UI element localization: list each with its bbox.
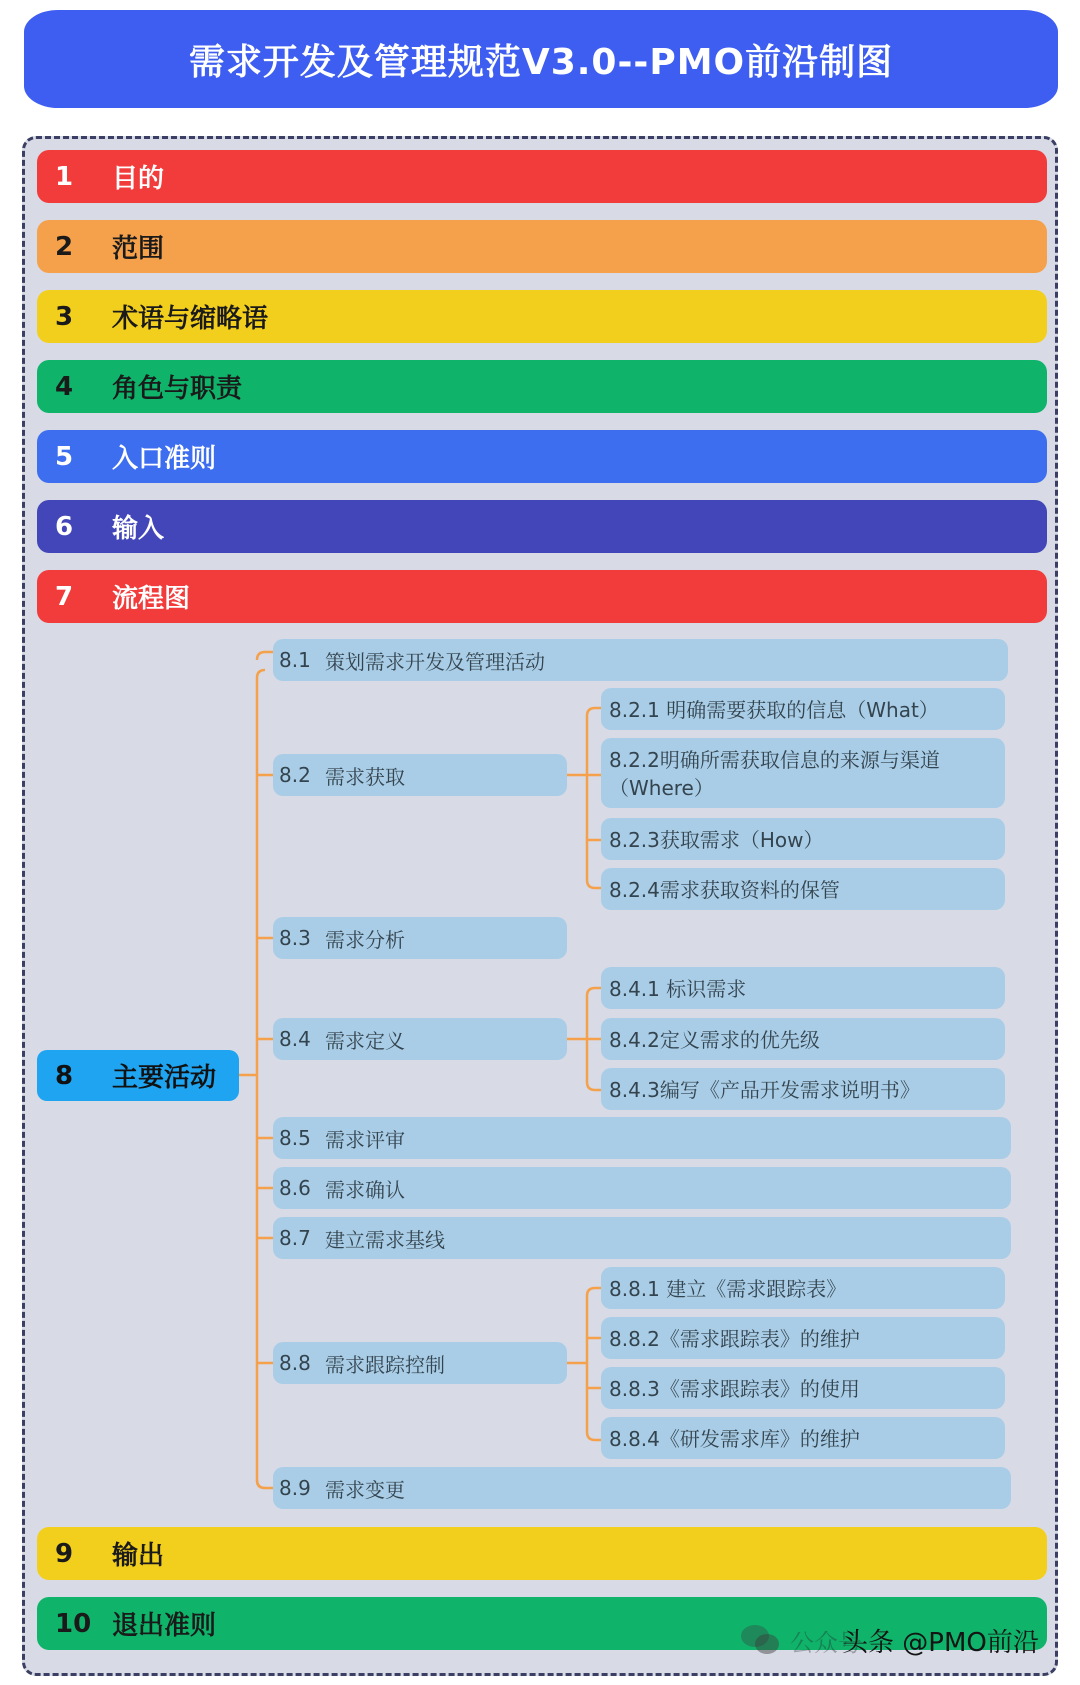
leaf-label: 8.8.4《研发需求库》的维护 — [609, 1427, 860, 1451]
section-bar-8-main-activities[interactable] — [37, 1050, 239, 1101]
leaf-label: 8.8.2《需求跟踪表》的维护 — [609, 1327, 860, 1351]
leaf-label: 8.2.1 明确需要获取的信息（What） — [609, 698, 939, 722]
page-title: 需求开发及管理规范V3.0--PMO前沿制图 — [188, 41, 894, 83]
node-number: 8.8 — [279, 1351, 311, 1375]
leaf-8-2-4[interactable] — [601, 868, 1005, 910]
node-8-7[interactable] — [273, 1217, 1011, 1259]
leaf-8-8-3[interactable] — [601, 1367, 1005, 1409]
leaf-label: 8.8.1 建立《需求跟踪表》 — [609, 1277, 847, 1301]
node-number: 8.1 — [279, 648, 311, 672]
node-label: 需求分析 — [325, 927, 405, 952]
section-number: 7 — [55, 581, 74, 612]
leaf-8-4-1[interactable] — [601, 967, 1005, 1009]
section-label: 输出 — [112, 1541, 165, 1571]
wechat-icon — [740, 1623, 780, 1657]
node-8-1[interactable] — [273, 639, 1008, 681]
leaf-label: 8.4.2定义需求的优先级 — [609, 1028, 820, 1052]
node-label: 需求评审 — [325, 1127, 405, 1152]
node-label: 需求定义 — [325, 1028, 405, 1053]
node-label: 需求确认 — [325, 1177, 405, 1202]
node-8-2[interactable] — [273, 754, 567, 796]
leaf-label: 8.8.3《需求跟踪表》的使用 — [609, 1377, 860, 1401]
leaf-8-8-2[interactable] — [601, 1317, 1005, 1359]
node-8-6[interactable] — [273, 1167, 1011, 1209]
section-number: 4 — [55, 371, 74, 402]
leaf-label: 8.2.3获取需求（How） — [609, 828, 824, 852]
leaf-8-2-2[interactable] — [601, 738, 1005, 808]
leaf-8-4-3[interactable] — [601, 1068, 1005, 1110]
section-number: 6 — [55, 511, 74, 542]
node-8-9[interactable] — [273, 1467, 1011, 1509]
node-label: 需求变更 — [325, 1477, 405, 1502]
leaf-label: 8.4.1 标识需求 — [609, 977, 747, 1001]
node-number: 8.3 — [279, 926, 311, 950]
section-label: 入口准则 — [112, 444, 217, 474]
node-8-3[interactable] — [273, 917, 567, 959]
section-number: 1 — [55, 161, 74, 192]
section-number: 8 — [55, 1060, 74, 1091]
section-label: 退出准则 — [112, 1611, 217, 1641]
node-number: 8.2 — [279, 763, 311, 787]
section-label: 目的 — [112, 164, 165, 194]
section-label: 主要活动 — [112, 1063, 217, 1093]
leaf-label: 8.2.2明确所需获取信息的来源与渠道（Where） — [609, 748, 940, 800]
node-8-8[interactable] — [273, 1342, 567, 1384]
watermark-faint-text: 公众号 — [790, 1628, 862, 1657]
leaf-8-2-3[interactable] — [601, 818, 1005, 860]
leaf-label: 8.2.4需求获取资料的保管 — [609, 878, 840, 902]
node-number: 8.5 — [279, 1126, 311, 1150]
section-bar-9[interactable] — [37, 1527, 1047, 1580]
section-label: 术语与缩略语 — [112, 304, 269, 334]
node-number: 8.9 — [279, 1476, 311, 1500]
leaf-8-8-1[interactable] — [601, 1267, 1005, 1309]
watermark — [740, 1620, 1039, 1660]
section-number: 3 — [55, 301, 74, 332]
node-8-5[interactable] — [273, 1117, 1011, 1159]
node-label: 需求获取 — [325, 764, 405, 789]
watermark-text: 头条 @PMO前沿 — [842, 1627, 1039, 1658]
node-number: 8.6 — [279, 1176, 311, 1200]
section-label: 范围 — [112, 234, 165, 264]
node-label: 需求跟踪控制 — [325, 1352, 445, 1377]
section-label: 角色与职责 — [112, 374, 243, 404]
node-number: 8.4 — [279, 1027, 311, 1051]
leaf-8-2-1[interactable] — [601, 688, 1005, 730]
section-number: 5 — [55, 441, 74, 472]
section-label: 输入 — [112, 514, 165, 544]
section-number: 10 — [55, 1608, 92, 1639]
node-number: 8.7 — [279, 1226, 311, 1250]
node-8-4[interactable] — [273, 1018, 567, 1060]
node-label: 建立需求基线 — [325, 1227, 445, 1252]
section-number: 9 — [55, 1538, 74, 1569]
node-label: 策划需求开发及管理活动 — [325, 649, 545, 674]
leaf-label: 8.4.3编写《产品开发需求说明书》 — [609, 1078, 920, 1102]
section-number: 2 — [55, 231, 74, 262]
section-label: 流程图 — [112, 584, 191, 614]
leaf-8-8-4[interactable] — [601, 1417, 1005, 1459]
leaf-8-4-2[interactable] — [601, 1018, 1005, 1060]
